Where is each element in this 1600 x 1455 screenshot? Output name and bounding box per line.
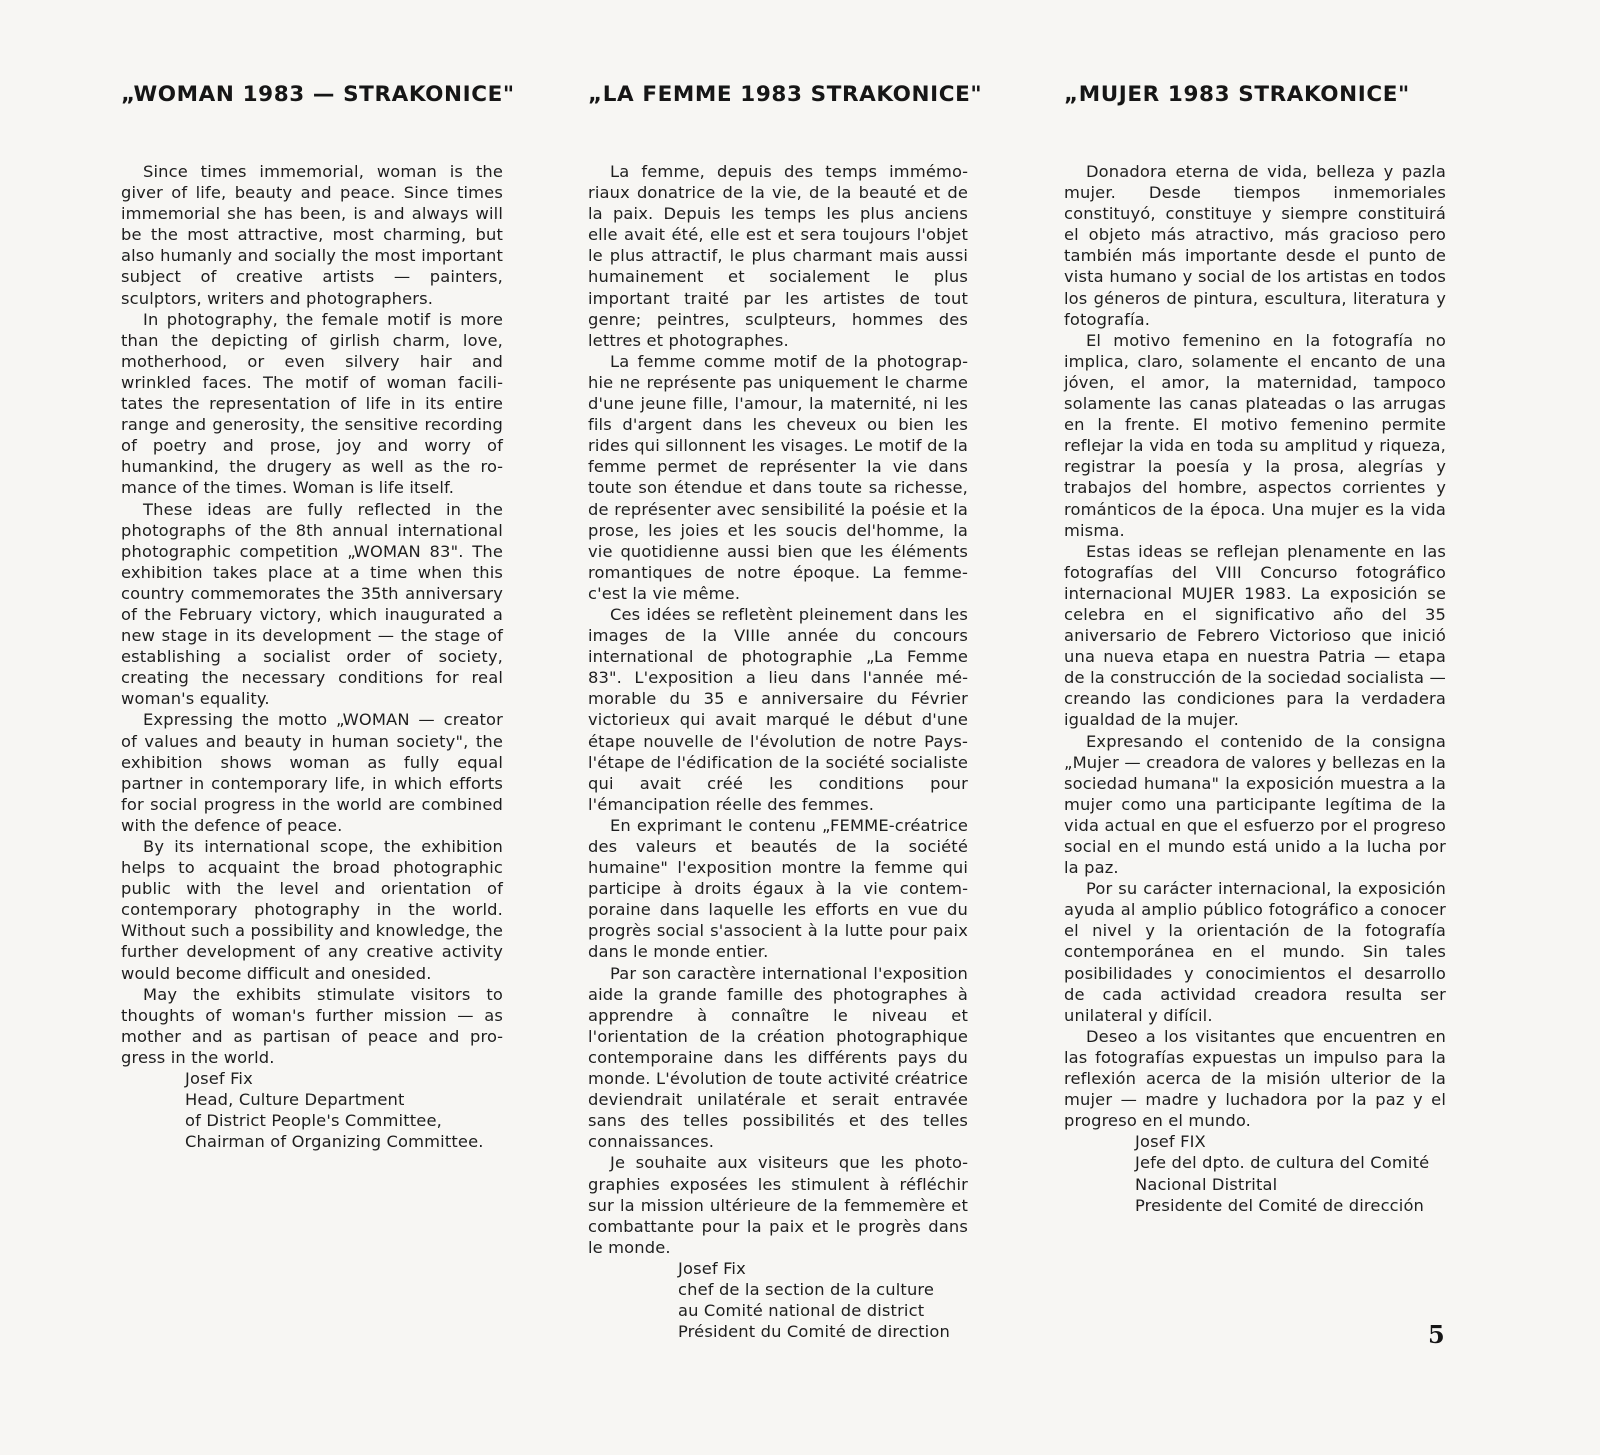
spanish-paragraph-1: Donadora eterna de vida, belleza y pazla mujer. Desde tiempos inmemoriales constituyó, constituye y siempre constituirá el objeto más atractivo, más gracioso pero también más importante desde el punto de vista humano y social de los artistas en todos los géneros de pintura, escultura, literatura y fotografía.	[1064, 162, 1446, 329]
english-signature-line-2: Head, Culture Department	[185, 1090, 405, 1110]
english-title: „WOMAN 1983 — STRAKONICE"	[121, 82, 515, 107]
french-signature	[678, 1258, 968, 1342]
english-signature-line-4: Chairman of Organizing Committee.	[185, 1132, 484, 1152]
french-paragraph-5: Par son caractère international l'exposition aide la grande famille des photographes à apprendre à connaître le niveau et l'orientation de la création photographique contemporaine dans les différents pays du monde. L'évolution de toute activité créatrice deviendrait unilatérale et serait entravée sans des telles possibilités et des telles connaissances.	[588, 963, 968, 1152]
spanish-signature-line-3: Nacional Distrital	[1135, 1174, 1278, 1194]
french-paragraph-2: La femme comme motif de la photographie ne représente pas uniquement le charme d'une jeune fille, l'amour, la maternité, ni les fils d'argent dans les cheveux ou bien les rides qui sillonnent les visages. Le motif de la femme permet de représenter la vie dans toute son étendue et dans toute sa richesse, de représenter avec sensibilité la poésie et la prose, les joies et les soucis del'homme, la vie quotidienne aussi bien que les éléments romantiques de notre époque. La femme-c'est la vie même.	[588, 351, 968, 603]
page-number: 5	[1428, 1320, 1445, 1349]
french-paragraph-1: La femme, depuis des temps immémoriaux donatrice de la vie, de la beauté et de la paix. Depuis les temps les plus anciens elle avait été, elle est et sera toujours l'objet le plus attractif, le plus charmant mais aussi humainement et socialement le plus important traité par les artistes de tout genre; peintres, sculpteurs, hommes des lettres et photographes.	[588, 162, 968, 350]
english-signature	[185, 1068, 503, 1152]
french-paragraph-6: Je souhaite aux visiteurs que les photographies exposées les stimulent à réfléchir sur la mission ultérieure de la femmemère et combattante pour la paix et le progrès dans le monde.	[588, 1153, 968, 1257]
spanish-paragraph-3: Estas ideas se reflejan plenamente en las fotografías del VIII Concurso fotográfico internacional MUJER 1983. La exposición se celebra en el significativo año del 35 aniversario de Febrero Victorioso que inició una nueva etapa en nuestra Patria — etapa de la construcción de la sociedad socialista — creando las condiciones para la verdadera igualdad de la mujer.	[1064, 541, 1446, 730]
english-paragraph-6: May the exhibits stimulate visitors to thoughts of woman's further mission — as mother and as partisan of peace and progress in the world.	[121, 984, 503, 1067]
spanish-paragraph-2: El motivo femenino en la fotografía no implica, claro, solamente el encanto de una jóven, el amor, la maternidad, tampoco solamente las canas plateadas o las arrugas en la frente. El motivo femenino permite reflejar la vida en toda su amplitud y riqueza, registrar la poesía y la prosa, alegrías y trabajos del hombre, aspectos corrientes y románticos de la época. Una mujer es la vida misma.	[1064, 330, 1446, 540]
spanish-signature	[1135, 1131, 1446, 1215]
french-title: „LA FEMME 1983 STRAKONICE"	[588, 82, 983, 107]
french-signature-line-2: chef de la section de la culture	[678, 1279, 935, 1299]
spanish-paragraph-4: Expresando el contenido de la consigna „Mujer — creadora de valores y bellezas en la sociedad humana" la exposición muestra a la mujer como una participante legítima de la vida actual en que el esfuerzo por el progreso social en el mundo está unido a la lucha por la paz.	[1064, 731, 1446, 878]
spanish-paragraph-6: Deseo a los visitantes que encuentren en las fotografías expuestas un impulso para la reflexión acerca de la misión ulterior de la mujer — madre y luchadora por la paz y el progreso en el mundo.	[1064, 1026, 1446, 1131]
english-paragraph-3: These ideas are fully reflected in the photographs of the 8th annual international photographic competition „WOMAN 83". The exhibition takes place at a time when this country commemorates the 35th anniversary of the February victory, which inaugurated a new stage in its development — the stage of establishing a socialist order of society, creating the necessary conditions for real woman's equality.	[121, 499, 503, 709]
spanish-signature-line-4: Presidente del Comité de dirección	[1135, 1195, 1425, 1215]
french-signature-line-3: au Comité national de district	[678, 1301, 925, 1321]
spanish-signature-name: Josef FIX	[1135, 1132, 1206, 1152]
spanish-paragraph-5: Por su carácter internacional, la exposición ayuda al amplio público fotográfico a conocer el nivel y la orientación de la fotografía contemporánea en el mundo. Sin tales posibilidades y conocimientos el desarrollo de cada actividad creadora resulta ser unilateral y difícil.	[1064, 879, 1446, 1025]
spanish-body	[1064, 161, 1446, 1216]
french-body	[588, 161, 968, 1342]
spanish-signature-line-2: Jefe del dpto. de cultura del Comité	[1135, 1153, 1430, 1173]
english-signature-name: Josef Fix	[185, 1069, 253, 1089]
english-signature-line-3: of District People's Committee,	[185, 1111, 442, 1131]
english-paragraph-4: Expressing the motto „WOMAN — creator of values and beauty in human society", the exhibition shows woman as fully equal partner in contemporary life, in which efforts for social progress in the world are combined with the defence of peace.	[121, 710, 503, 835]
french-signature-name: Josef Fix	[678, 1258, 746, 1278]
english-paragraph-5: By its international scope, the exhibition helps to acquaint the broad photographic public with the level and orientation of contemporary photography in the world. Without such a possibility and knowledge, the further development of any creative activity would become difficult and onesided.	[121, 837, 503, 983]
french-paragraph-4: En exprimant le contenu „FEMME-créatrice des valeurs et beautés de la société humaine" l'exposition montre la femme qui participe à droits égaux à la vie contemporaine dans laquelle les efforts en vue du progrès social s'associent à la lutte pour paix dans le monde entier.	[588, 815, 968, 962]
english-paragraph-2: In photography, the female motif is more than the depicting of girlish charm, love, motherhood, or even silvery hair and wrinkled faces. The motif of woman facilitates the representation of life in its entire range and generosity, the sensitive recording of poetry and prose, joy and worry of humankind, the drugery as well as the romance of the times. Woman is life itself.	[121, 309, 503, 498]
spanish-title: „MUJER 1983 STRAKONICE"	[1064, 82, 1410, 107]
english-body	[121, 161, 503, 1152]
french-paragraph-3: Ces idées se refletènt pleinement dans les images de la VIIIe année du concours international de photographie „La Femme 83". L'exposition a lieu dans l'année mémorable du 35 e anniversaire du Février victorieux qui avait marqué le début d'une étape nouvelle de l'évolution de notre Pays-l'étape de l'édification de la société socialiste qui avait créé les conditions pour l'émancipation réelle des femmes.	[588, 604, 968, 814]
french-signature-line-4: Président du Comité de direction	[678, 1322, 950, 1342]
english-paragraph-1: Since times immemorial, woman is the giver of life, beauty and peace. Since times immemorial she has been, is and always will be the most attractive, most charming, but also humanly and socially the most important subject of creative artists — painters, sculptors, writers and photographers.	[121, 162, 503, 308]
